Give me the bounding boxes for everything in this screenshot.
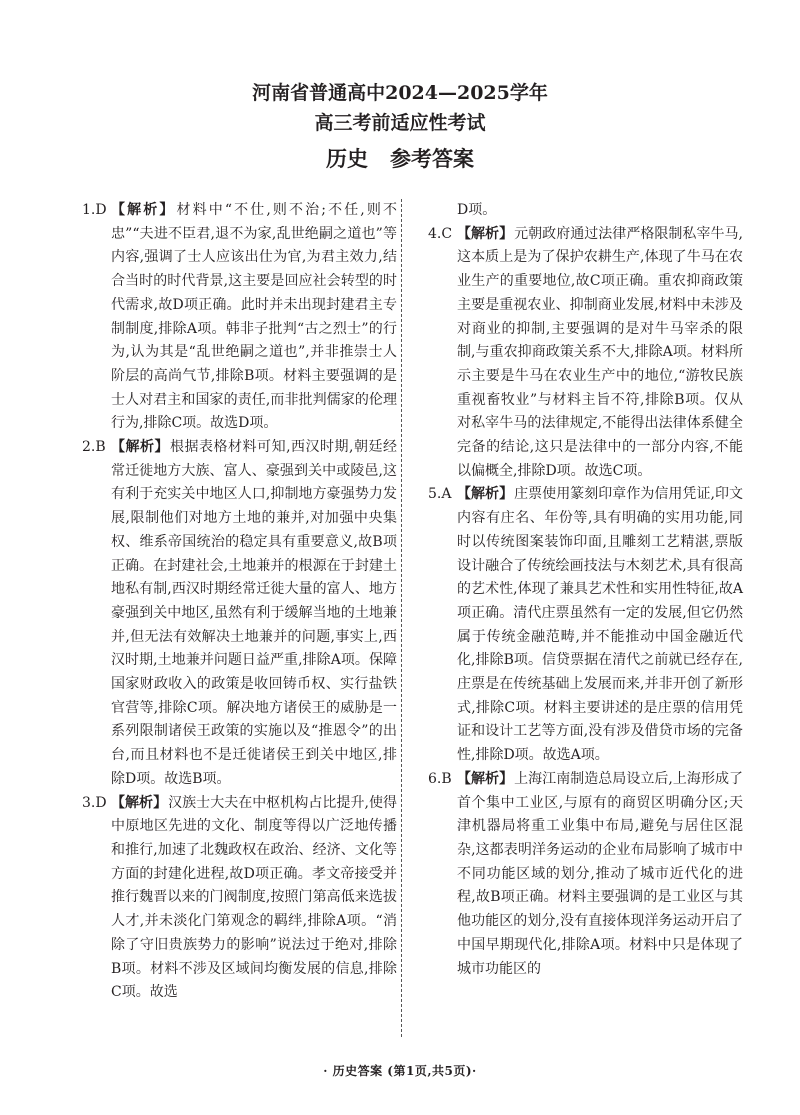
left-column [82, 199, 397, 1005]
right-column [428, 199, 743, 981]
analysis-tag: 【解析】 [457, 225, 514, 242]
analysis-text: 根据表格材料可知,西汉时期,朝廷经常迁徙地方大族、富人、豪强到关中或陵邑,这有利于充实关中地区人口,抑制地方豪强势力发展,限制他们对地方土地的兼并,对加强中央集权、维系帝国统治的稳定具有重要意义,故B项正确。在封建社会,土地兼并的根源在于封建土地私有制,西汉时期经常迁徙大量的富人、地方豪强到关中地区,虽然有利于缓解当地的土地兼并,但无法有效解决土地兼并的问题,事实上,西汉时期,土地兼并问题日益严重,排除A项。保障国家财政收入的政策是收回铸币权、实行盐铁官营等,排除C项。解决地方诸侯王的威胁是一系列限制诸侯王政策的实施以及“推恩令”的出台,而且材料也不是迁徙诸侯王到关中地区,排除D项。故选B项。 [111, 439, 398, 787]
question-number: 2.B [82, 439, 106, 456]
analysis-tag: 【解析】 [111, 794, 168, 811]
page-footer: · 历史答案 (第1页,共5页)· [323, 1064, 477, 1078]
subject-label: 历史 [326, 146, 368, 171]
analysis-text: 汉族士大夫在中枢机构占比提升,使得中原地区先进的文化、制度等得以广泛地传播和推行,加速了北魏政权在政治、经济、文化等方面的封建化进程,故D项正确。孝文帝接受并推行魏晋以来的门阀制度,按照门第高低来选拔人才,并未淡化门第观念的羁绊,排除A项。“消除了守旧贵族势力的影响”说法过于绝对,排除B项。材料不涉及区域间均衡发展的信息,排除C项。故选 [111, 794, 397, 1001]
analysis-tag: 【解析】 [457, 770, 514, 787]
page-header [0, 78, 800, 176]
continued-text: D项。 [457, 202, 497, 218]
analysis-tag: 【解析】 [111, 439, 170, 456]
answer-label: 参考答案 [390, 146, 474, 171]
answer-heading [0, 142, 800, 176]
column-divider [401, 199, 402, 1037]
answer-item [428, 223, 743, 484]
question-number: 6.B [428, 770, 452, 787]
answer-item [428, 768, 743, 981]
analysis-text: 上海江南制造总局设立后,上海形成了首个集中工业区,与原有的商贸区明确分区;天津机器局将重工业集中布局,避免与居住区混杂,这都表明洋务运动的企业布局影响了城市中不同功能区域的划分,推动了城市近代化的进程,故B项正确。材料主要强调的是工业区与其他功能区的划分,没有直接体现洋务运动开启了中国早期现代化,排除A项。材料中只是体现了城市功能区的 [457, 770, 743, 977]
analysis-tag: 【解析】 [457, 486, 514, 503]
answer-item [82, 199, 397, 436]
analysis-text: 材料中“不仕,则不治;不任,则不忠”“夫进不臣君,退不为家,乱世绝嗣之道也”等内容,强调了士人应该出仕为官,为君主效力,结合当时的时代背景,这主要是回应社会转型的时代需求,故D项正确。此时并未出现封建君主专制制度,排除A项。韩非子批判“古之烈士”的行为,认为其是“乱世绝嗣之道也”,并非推崇士人阶层的高尚气节,排除B项。材料主要强调的是士人对君主和国家的责任,而非批判儒家的伦理行为,排除C项。故选D项。 [111, 202, 397, 432]
question-number: 5.A [428, 486, 452, 503]
question-number: 3.D [82, 794, 107, 811]
analysis-text: 元朝政府通过法律严格限制私宰牛马,这本质上是为了保护农耕生产,体现了牛马在农业生产的重要地位,故C项正确。重农抑商政策主要是重视农业、抑制商业发展,材料中未涉及对商业的抑制,主要强调的是对牛马宰杀的限制,与重农抑商政策关系不大,排除A项。材料所示主要是牛马在农业生产中的地位,“游牧民族重视畜牧业”与材料主旨不符,排除B项。仅从对私宰牛马的法律规定,不能得出法律体系健全完备的结论,这只是法律中的一部分内容,不能以偏概全,排除D项。故选C项。 [457, 225, 743, 479]
analysis-text: 庄票使用篆刻印章作为信用凭证,印文内容有庄名、年份等,具有明确的实用功能,同时以传统图案装饰印面,且雕刻工艺精湛,票版设计融合了传统绘画技法与木刻艺术,具有很高的艺术性,体现了兼具艺术性和实用性特征,故A项正确。清代庄票虽然有一定的发展,但它仍然属于传统金融范畴,并不能推动中国金融近代化,排除B项。信贷票据在清代之前就已经存在,庄票是在传统基础上发展而来,并非开创了新形式,排除C项。材料主要讲述的是庄票的信用凭证和设计工艺等方面,没有涉及借贷市场的完备性,排除D项。故选A项。 [457, 486, 743, 764]
question-number: 4.C [428, 225, 453, 242]
answer-item [82, 792, 397, 1005]
question-number: 1.D [82, 202, 107, 218]
exam-title: 河南省普通高中2024—2025学年 [252, 82, 548, 104]
analysis-tag: 【解析】 [111, 202, 176, 218]
exam-subtitle: 高三考前适应性考试 [314, 112, 486, 134]
answer-item [82, 436, 397, 792]
answer-item [428, 483, 743, 767]
